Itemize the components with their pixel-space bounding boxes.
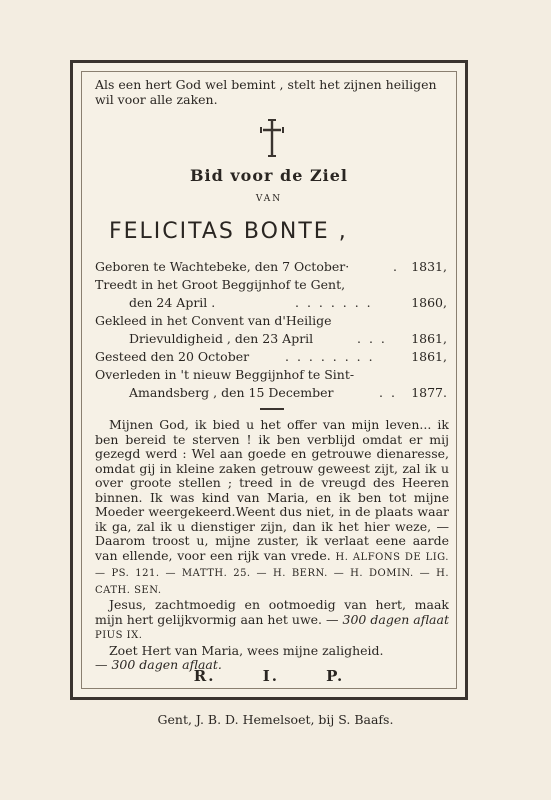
bio-dots: . . <box>379 385 397 400</box>
bio-row <box>95 276 447 294</box>
prayer-heading: Bid voor de Ziel <box>190 166 348 185</box>
bio-row <box>95 294 447 312</box>
deceased-name: FELICITAS BONTE , <box>109 219 348 244</box>
bio-text: Gekleed in het Convent van d'Heilige <box>95 313 332 328</box>
prayer-body: Jesus, zachtmoedig en ootmoedig van hert, maak mijn hert gelijkvormig aan het uwe. — <box>95 597 449 627</box>
prayer-body: Zoet Hert van Maria, wees mijne zaligheid. <box>109 642 384 658</box>
prayer-body: Mijnen God, ik bied u het offer van mijn leven... ik ben bereid te sterven ! ik ben verblijd omdat er mij gezegd werd : Wel aan goede en getrouwe dienaresse, omdat gij in kleine zaken getrouw geweest zijt, zal ik u over groote stellen ; treed in de vreugd des Heeren binnen. Ik was kind van Maria, en ik ben tot mijne Moeder weergekeerd.Weent dus niet, in de plaats waar ik ga, zal ik u dienstiger zijn, dan ik het hier weze, — Daarom troost u, mijne zuster, ik verlaat eene aarde van ellende, voor een rijk van vrede. <box>95 417 449 563</box>
prayer-text <box>95 418 449 673</box>
bio-year: 1861, <box>411 349 447 364</box>
bio-year: 1877. <box>411 385 447 400</box>
printer-imprint: Gent, J. B. D. Hemelsoet, bij S. Baafs. <box>157 712 394 727</box>
pope-name: PIUS IX. <box>95 630 143 641</box>
motto-text: Als een hert God wel bemint , stelt het zijnen heiligen wil voor alle zaken. <box>95 77 437 107</box>
bio-text: Overleden in 't nieuw Beggijnhof te Sint- <box>95 367 355 382</box>
bio-text: Treedt in het Groot Beggijnhof te Gent, <box>95 277 346 292</box>
bio-dots: . . . . . . . . <box>285 349 375 364</box>
bio-text: Geboren te Wachtebeke, den 7 October· <box>95 259 350 274</box>
prayer-references: H. ALFONS DE LIG. — PS. 121. — MATTH. 25. — H. BERN. — H. DOMIN. — H. CATH. SEN. <box>95 551 449 596</box>
latin-cross-icon <box>260 119 284 157</box>
bio-text: Gesteed den 20 October <box>95 349 250 364</box>
bio-year: 1861, <box>411 331 447 346</box>
indulgence-text: 300 dagen aflaat <box>342 611 449 627</box>
bio-text: den 24 April . <box>129 295 216 310</box>
rip-text: R. I. P. <box>193 667 345 685</box>
bio-row <box>95 366 447 384</box>
bio-text: Amandsberg , den 15 December <box>129 385 334 400</box>
memorial-card <box>70 60 468 700</box>
bio-text: Drievuldigheid , den 23 April <box>129 331 314 346</box>
bio-dots: . . . <box>357 331 387 346</box>
bio-row <box>95 348 447 366</box>
bio-dots: . . . . . . . <box>295 295 373 310</box>
bio-year: 1860, <box>411 295 447 310</box>
bio-row <box>95 384 447 402</box>
prayer-paragraph <box>95 418 449 598</box>
bio-dots: . <box>393 259 399 274</box>
biography-list <box>95 258 447 402</box>
bio-row <box>95 312 447 330</box>
van-label: VAN <box>255 194 283 204</box>
bio-year: 1831, <box>411 259 447 274</box>
divider <box>260 408 284 410</box>
bio-row <box>95 330 447 348</box>
indulgence-text: — 300 dagen aflaat. <box>95 657 222 672</box>
prayer-paragraph <box>95 598 449 644</box>
bio-row <box>95 258 447 276</box>
